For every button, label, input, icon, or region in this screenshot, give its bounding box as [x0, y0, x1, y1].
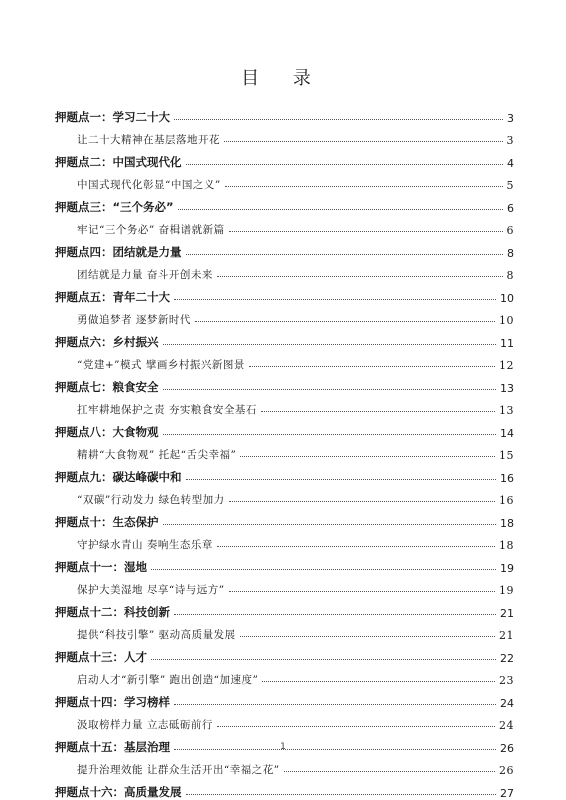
toc-entry-label: “双碳”行动发力 绿色转型加力 [77, 494, 225, 506]
toc-dot-leader [240, 636, 495, 637]
toc-section-entry[interactable] [55, 147, 514, 170]
toc-article-entry[interactable] [55, 440, 514, 463]
toc-section-entry[interactable] [55, 282, 514, 305]
toc-entry-page: 3 [507, 111, 514, 125]
toc-dot-leader [186, 164, 504, 165]
toc-entry-label: 押题点十：生态保护 [55, 514, 159, 529]
toc-entry-page: 10 [500, 291, 514, 305]
toc-section-entry[interactable] [55, 777, 514, 800]
toc-dot-leader [186, 254, 504, 255]
toc-entry-page: 8 [507, 246, 514, 260]
toc-entry-page: 6 [506, 224, 514, 237]
toc-entry-page: 27 [500, 786, 514, 800]
toc-dot-leader [174, 119, 503, 120]
toc-dot-leader [229, 501, 495, 502]
toc-article-entry[interactable] [55, 260, 514, 283]
toc-entry-label: 押题点十五：基层治理 [55, 739, 170, 754]
toc-entry-label: 汲取榜样力量 立志砥砺前行 [77, 719, 213, 731]
toc-article-entry[interactable] [55, 530, 514, 553]
toc-entry-label: 押题点九：碳达峰碳中和 [55, 469, 182, 484]
toc-article-entry[interactable] [55, 125, 514, 148]
toc-section-entry[interactable] [55, 102, 514, 125]
toc-entry-page: 21 [499, 629, 514, 642]
toc-article-entry[interactable] [55, 665, 514, 688]
toc-entry-label: 押题点十二：科技创新 [55, 604, 170, 619]
toc-entry-label: 中国式现代化彰显“中国之义” [77, 179, 221, 191]
toc-dot-leader [217, 276, 503, 277]
toc-entry-label: “党建+”模式 擘画乡村振兴新图景 [77, 359, 245, 371]
toc-dot-leader [240, 456, 495, 457]
toc-entry-page: 21 [500, 606, 514, 620]
toc-entry-label: 勇做追梦者 逐梦新时代 [77, 314, 191, 326]
toc-entry-label: 团结就是力量 奋斗开创未来 [77, 269, 213, 281]
toc-dot-leader [284, 771, 495, 772]
toc-dot-leader [249, 366, 495, 367]
toc-dot-leader [195, 321, 495, 322]
toc-entry-page: 14 [500, 426, 514, 440]
toc-entry-label: 押题点三：“三个务必” [55, 199, 174, 214]
toc-entry-label: 提升治理效能 让群众生活开出“幸福之花” [77, 764, 280, 776]
toc-entry-label: 守护绿水青山 奏响生态乐章 [77, 539, 213, 551]
toc-section-entry[interactable] [55, 507, 514, 530]
toc-entry-page: 4 [507, 156, 514, 170]
toc-section-entry[interactable] [55, 642, 514, 665]
toc-entry-page: 6 [507, 201, 514, 215]
toc-article-entry[interactable] [55, 485, 514, 508]
toc-entry-label: 押题点五：青年二十大 [55, 289, 170, 304]
toc-dot-leader [262, 681, 495, 682]
toc-entry-page: 13 [500, 381, 514, 395]
toc-section-entry[interactable] [55, 237, 514, 260]
toc-dot-leader [178, 209, 503, 210]
toc-article-entry[interactable] [55, 215, 514, 238]
toc-dot-leader [163, 344, 497, 345]
toc-dot-leader [174, 704, 496, 705]
toc-entry-page: 18 [500, 516, 514, 530]
toc-entry-page: 10 [499, 314, 514, 327]
toc-entry-label: 扛牢耕地保护之责 夯实粮食安全基石 [77, 404, 257, 416]
toc-entry-page: 24 [499, 719, 514, 732]
toc-article-entry[interactable] [55, 395, 514, 418]
toc-entry-page: 23 [499, 674, 514, 687]
toc-entry-label: 押题点二：中国式现代化 [55, 154, 182, 169]
toc-article-entry[interactable] [55, 305, 514, 328]
toc-section-entry[interactable] [55, 597, 514, 620]
toc-dot-leader [151, 659, 496, 660]
toc-section-entry[interactable] [55, 417, 514, 440]
toc-entry-label: 押题点一：学习二十大 [55, 109, 170, 124]
toc-entry-page: 5 [506, 179, 514, 192]
toc-article-entry[interactable] [55, 170, 514, 193]
toc-dot-leader [174, 614, 496, 615]
toc-dot-leader [225, 186, 503, 187]
toc-entry-page: 8 [506, 269, 514, 282]
toc-entry-page: 16 [499, 494, 514, 507]
toc-entry-page: 13 [499, 404, 514, 417]
toc-entry-page: 18 [499, 539, 514, 552]
toc-entry-label: 押题点十一：湿地 [55, 559, 147, 574]
toc-article-entry[interactable] [55, 350, 514, 373]
toc-entry-label: 押题点八：大食物观 [55, 424, 159, 439]
toc-entry-page: 24 [500, 696, 514, 710]
toc-dot-leader [217, 726, 495, 727]
toc-dot-leader [186, 794, 497, 795]
toc-section-entry[interactable] [55, 552, 514, 575]
toc-dot-leader [163, 389, 497, 390]
toc-entry-label: 押题点七：粮食安全 [55, 379, 159, 394]
toc-article-entry[interactable] [55, 710, 514, 733]
toc-entry-label: 提供“科技引擎” 驱动高质量发展 [77, 629, 236, 641]
toc-entry-label: 精耕“大食物观” 托起“舌尖幸福” [77, 449, 237, 461]
toc-dot-leader [174, 299, 496, 300]
toc-article-entry[interactable] [55, 620, 514, 643]
toc-article-entry[interactable] [55, 755, 514, 778]
toc-section-entry[interactable] [55, 462, 514, 485]
toc-entry-label: 押题点六：乡村振兴 [55, 334, 159, 349]
toc-dot-leader [229, 591, 495, 592]
toc-entry-label: 押题点十四：学习榜样 [55, 694, 170, 709]
toc-dot-leader [261, 411, 495, 412]
toc-entry-label: 押题点十三：人才 [55, 649, 147, 664]
toc-entry-label: 启动人才“新引擎” 跑出创造“加速度” [77, 674, 259, 686]
toc-section-entry[interactable] [55, 327, 514, 350]
toc-entry-page: 16 [500, 471, 514, 485]
toc-entry-page: 15 [499, 449, 514, 462]
toc-dot-leader [163, 434, 497, 435]
toc-section-entry[interactable] [55, 687, 514, 710]
table-of-contents [55, 102, 514, 800]
toc-dot-leader [229, 231, 503, 232]
toc-entry-page: 11 [500, 336, 514, 350]
toc-entry-page: 19 [500, 561, 514, 575]
toc-entry-page: 12 [499, 359, 514, 372]
toc-section-entry[interactable] [55, 372, 514, 395]
toc-dot-leader [217, 546, 495, 547]
toc-entry-label: 押题点十六：高质量发展 [55, 784, 182, 799]
toc-entry-label: 让二十大精神在基层落地开花 [77, 134, 220, 146]
toc-entry-page: 26 [500, 741, 514, 755]
page-title: 目 录 [241, 68, 325, 89]
toc-dot-leader [151, 569, 496, 570]
toc-dot-leader [163, 524, 497, 525]
toc-section-entry[interactable] [55, 192, 514, 215]
toc-article-entry[interactable] [55, 575, 514, 598]
page-number: 1 [280, 742, 286, 752]
toc-entry-label: 牢记“三个务必” 奋楫谱就新篇 [77, 224, 225, 236]
toc-entry-label: 保护大美湿地 尽享“诗与远方” [77, 584, 225, 596]
toc-entry-page: 26 [499, 764, 514, 777]
toc-entry-page: 3 [506, 134, 514, 147]
toc-entry-page: 22 [500, 651, 514, 665]
toc-dot-leader [186, 479, 497, 480]
toc-dot-leader [224, 141, 503, 142]
toc-entry-label: 押题点四：团结就是力量 [55, 244, 182, 259]
toc-entry-page: 19 [499, 584, 514, 597]
